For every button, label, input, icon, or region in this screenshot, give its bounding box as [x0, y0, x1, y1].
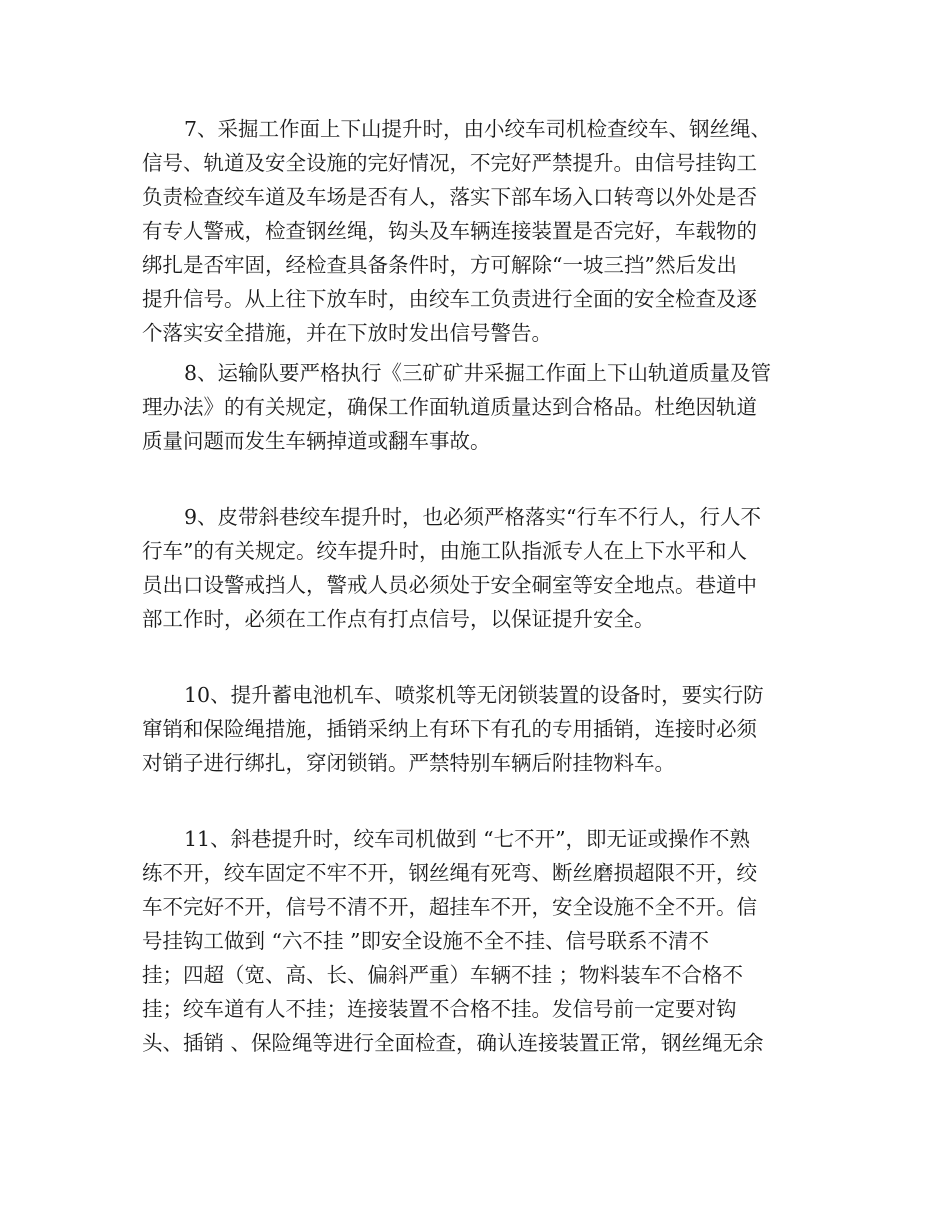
- text-line: 号挂钩工做到 “六不挂 ”即安全设施不全不挂、信号联系不清不: [142, 929, 709, 953]
- text-line: 对销子进行绑扎，穿闭锁销。严禁特别车辆后附挂物料车。: [142, 751, 675, 775]
- text-line: 理办法》的有关规定，确保工作面轨道质量达到合格品。杜绝因轨道: [142, 395, 757, 419]
- text-line: 员出口设警戒挡人，警戒人员必须处于安全硐室等安全地点。巷道中: [142, 573, 757, 597]
- text-line: 头、插销 、保险绳等进行全面检查，确认连接装置正常，钢丝绳无余: [142, 1031, 764, 1055]
- text-line: 绑扎是否牢固，经检查具备条件时，方可解除“一坡三挡”然后发出: [142, 253, 737, 277]
- paragraph-10: [142, 678, 812, 780]
- paragraph-11: [142, 822, 812, 1060]
- text-line: 挂；绞车道有人不挂；连接装置不合格不挂。发信号前一定要对钩: [142, 997, 737, 1021]
- text-line: 有专人警戒，检查钢丝绳，钩头及车辆连接装置是否完好，车载物的: [142, 219, 757, 243]
- text-line: 9、皮带斜巷绞车提升时，也必须严格落实“行车不行人，行人不: [184, 505, 762, 529]
- paragraph-9: [142, 500, 812, 636]
- text-line: 8、运输队要严格执行《三矿矿井采掘工作面上下山轨道质量及管: [184, 361, 772, 385]
- paragraph-8: [142, 356, 812, 458]
- text-line: 练不开，绞车固定不牢不开，钢丝绳有死弯、断丝磨损超限不开，绞: [142, 861, 757, 885]
- paragraph-7: [142, 112, 812, 350]
- text-line: 部工作时，必须在工作点有打点信号，以保证提升安全。: [142, 607, 655, 631]
- text-line: 11、斜巷提升时，绞车司机做到 “七不开”，即无证或操作不熟: [184, 827, 751, 851]
- text-line: 窜销和保险绳措施，插销采纳上有环下有孔的专用插销，连接时必须: [142, 717, 757, 741]
- text-line: 车不完好不开，信号不清不开，超挂车不开，安全设施不全不开。信: [142, 895, 757, 919]
- text-line: 个落实安全措施，并在下放时发出信号警告。: [142, 321, 552, 345]
- text-line: 负责检查绞车道及车场是否有人，落实下部车场入口转弯以外处是否: [142, 185, 757, 209]
- text-line: 行车”的有关规定。绞车提升时，由施工队指派专人在上下水平和人: [142, 539, 747, 563]
- text-line: 提升信号。从上往下放车时，由绞车工负责进行全面的安全检查及逐: [142, 287, 757, 311]
- text-line: 7、采掘工作面上下山提升时，由小绞车司机检查绞车、钢丝绳、: [184, 117, 772, 141]
- text-line: 挂；四超（宽、高、长、偏斜严重）车辆不挂 ；物料装车不合格不: [142, 963, 744, 987]
- text-line: 质量问题而发生车辆掉道或翻车事故。: [142, 429, 491, 453]
- text-line: 信号、轨道及安全设施的完好情况，不完好严禁提升。由信号挂钩工: [142, 151, 757, 175]
- text-line: 10、提升蓄电池机车、喷浆机等无闭锁装置的设备时，要实行防: [184, 683, 764, 707]
